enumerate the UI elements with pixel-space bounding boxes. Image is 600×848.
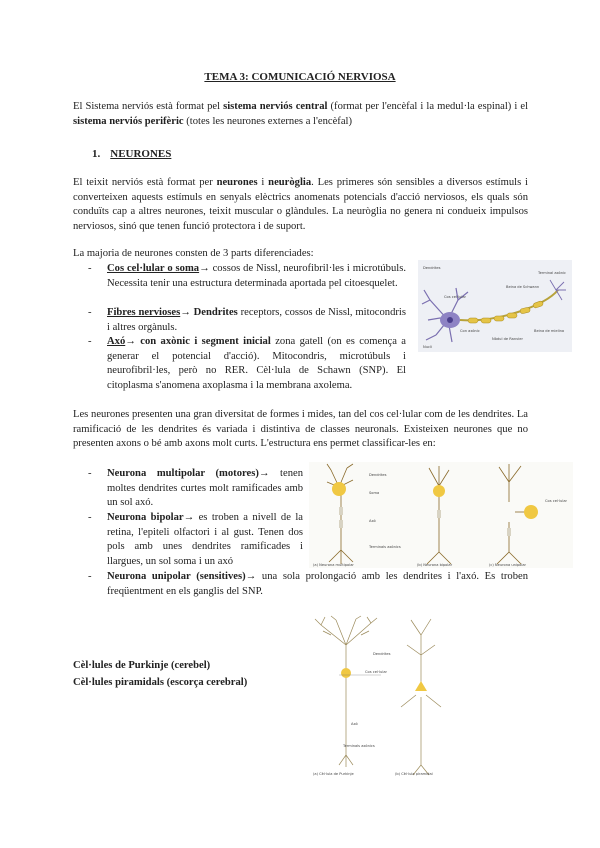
- caption-bipolar: (b) Neurona bipolar: [417, 563, 453, 567]
- label-dendrites: Dendrites: [423, 266, 441, 270]
- label-axon-hillock: Con axònic: [460, 329, 480, 333]
- page-title: TEMA 3: COMUNICACIÓ NERVIOSA: [204, 71, 396, 83]
- section-title: NEURONES: [110, 148, 172, 160]
- purkinje-label: Cèl·lules de Purkinje (cerebel): [73, 660, 211, 671]
- label-ranvier: Nòdul de Ranvier: [492, 337, 523, 341]
- label-schwann: Beina de Schwann: [506, 285, 540, 289]
- purkinje-pyramidal-diagram: [311, 615, 468, 780]
- label-terminal: Terminal axònic: [538, 271, 566, 275]
- label-nucleus: Nucli: [423, 345, 432, 349]
- label-types-axon: Axó: [369, 519, 376, 523]
- caption-pyramidal: (b) Cèl·lula piramidal: [395, 772, 433, 776]
- neuron-diagram: [418, 260, 572, 352]
- parts-intro: La majoria de neurones consten de 3 parts diferenciades:: [73, 248, 314, 259]
- section-number: 1.: [92, 148, 101, 160]
- section-heading: [92, 148, 171, 160]
- label-types-terminals: Terminals axònics: [369, 545, 401, 549]
- neurons-paragraph: El teixit nerviós està format per neurones i neuròglia. Les primeres són sensibles a diversos estímuls i converteixen aquests estímuls en senyals elèctrics anomenats potencials d'acció nerviosos, els quals són conduïts cap a altres neurones, teixit muscular o glàndules. La neuròglia no genera ni condueix impulsos nerviosos, sinó que tenen funció protectora i de suport.: [73, 177, 528, 232]
- caption-multipolar: (a) Neurona multipolar: [313, 563, 354, 567]
- label-cells-dendrites: Dendrites: [373, 652, 391, 656]
- neuron-types-diagram: [309, 462, 573, 568]
- examples: [73, 657, 247, 691]
- label-types-cellbody: Cos cel·lular: [545, 499, 568, 503]
- label-types-soma: Soma: [369, 491, 380, 495]
- label-cells-axon: Axó: [351, 722, 358, 726]
- label-cells-soma: Cos cel·lular: [365, 670, 388, 674]
- diversity-paragraph: Les neurones presenten una gran diversitat de formes i mides, tan del cos cel·lular com de les dendrites. La ramificació de les dendrites és variada i distintiva de classes neuronals. Existeixen neurones que no presenten axons o bé amb axons molt curts. L'estructura ens permet classificar-les en:: [73, 409, 528, 450]
- label-myelin: Beina de mielina: [534, 329, 565, 333]
- intro-paragraph: El Sistema nerviós està format pel sistema nerviós central (format per l'encèfal i la medul·la espinal) i el sistema nerviós perifèric (totes les neurones externes a l'encèfal): [73, 101, 529, 127]
- caption-unipolar: (c) Neurona unipolar: [489, 563, 527, 567]
- pyramidal-label: Cèl·lules piramidals (escorça cerebral): [73, 677, 248, 688]
- label-soma: Cos cel·lular: [444, 295, 467, 299]
- label-types-dendrites: Dendrites: [369, 473, 387, 477]
- label-cells-terminals: Terminals axònics: [343, 744, 375, 748]
- caption-purkinje: (a) Cèl·lula de Purkinje: [313, 772, 354, 776]
